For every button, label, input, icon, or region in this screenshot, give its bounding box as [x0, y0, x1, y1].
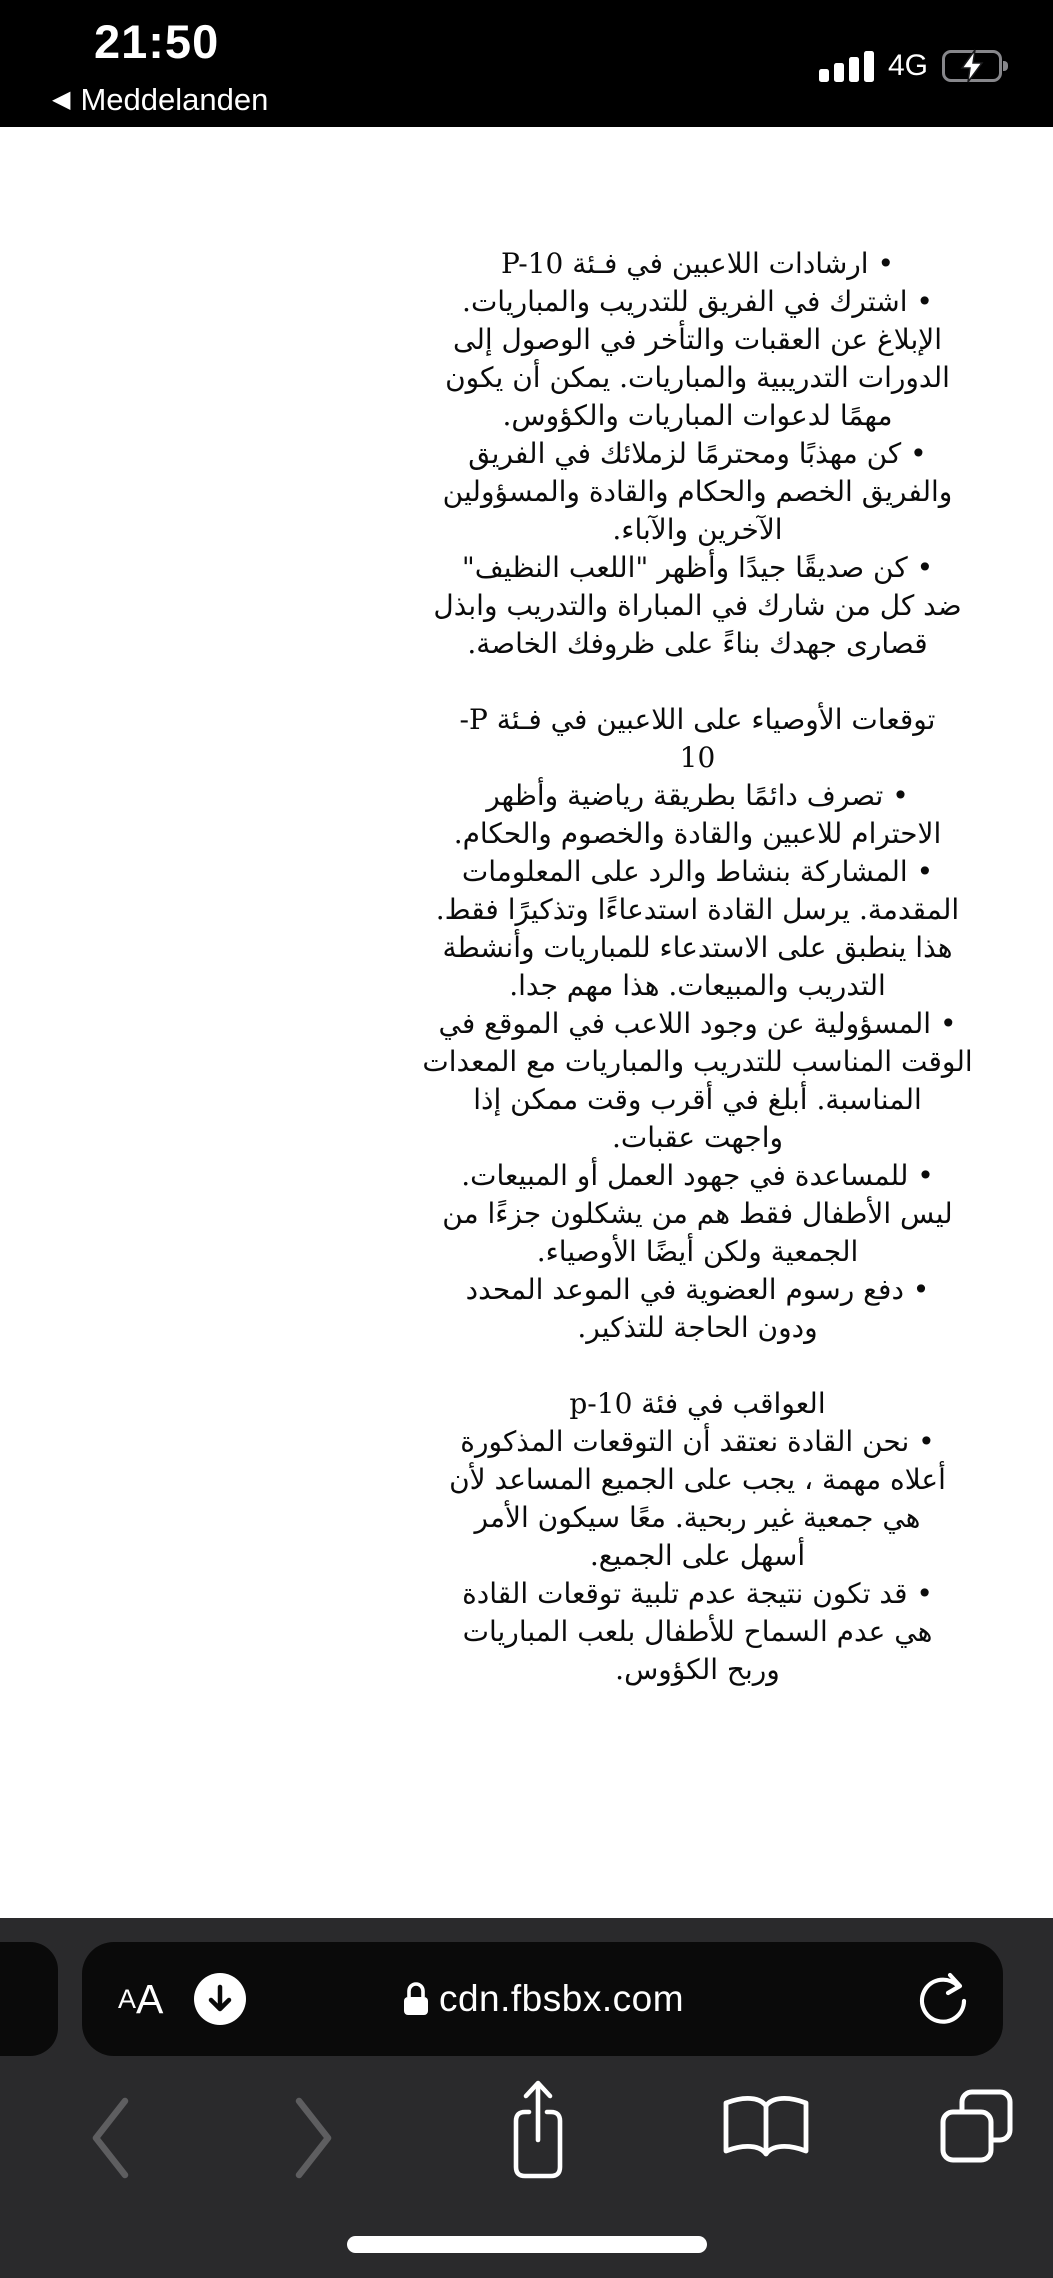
- chevron-back-icon: [88, 2096, 132, 2180]
- address-bar[interactable]: [82, 1942, 1003, 2056]
- safari-toolbar: [0, 1918, 1053, 2278]
- lightning-bolt-icon: [959, 49, 985, 83]
- forward-button[interactable]: [292, 2096, 336, 2185]
- doc-line: والفريق الخصم والحكام والقادة والمسؤولين: [442, 475, 953, 508]
- doc-line: • قد تكون نتيجة عدم تلبية توقعات القادة: [462, 1577, 933, 1610]
- tabs-icon: [935, 2086, 1017, 2168]
- doc-line: الاحترام للاعبين والقادة والخصوم والحكام.: [453, 817, 942, 850]
- doc-line: هي عدم السماح للأطفال بلعب المباريات: [462, 1615, 933, 1648]
- back-button[interactable]: [88, 2096, 132, 2185]
- doc-line: ضد كل من شارك في المباراة والتدريب وابذل: [433, 589, 962, 622]
- url-field[interactable]: [82, 1942, 1003, 2056]
- doc-line: الدورات التدريبية والمباريات. يمكن أن يكون: [445, 361, 950, 394]
- back-to-app-icon: ◀: [52, 86, 71, 113]
- doc-line: قصارى جهدك بناءً على ظروفك الخاصة.: [467, 627, 928, 660]
- lock-icon: [401, 1980, 431, 2018]
- doc-line: العواقب في فئة p-10: [569, 1387, 826, 1420]
- network-type-label: 4G: [887, 49, 928, 82]
- doc-line: المقدمة. يرسل القادة استدعاءًا وتذكيرًا فقط.: [435, 893, 960, 926]
- doc-line: مهمًا لدعوات المباريات والكؤوس.: [502, 399, 893, 432]
- url-text: cdn.fbsbx.com: [438, 1978, 685, 2019]
- doc-line: الوقت المناسب للتدريب والمباريات مع المعدات: [422, 1045, 973, 1078]
- doc-line: واجهت عقبات.: [611, 1121, 784, 1154]
- doc-line: الآخرين والآباء.: [612, 513, 783, 546]
- doc-line: • اشترك في الفريق للتدريب والمباريات.: [462, 285, 933, 318]
- reader-large-a: A: [136, 1975, 164, 2022]
- home-indicator[interactable]: [347, 2236, 707, 2253]
- doc-line: هذا ينطبق على الاستدعاء للمباريات وأنشطة: [442, 931, 953, 964]
- doc-line: التدريب والمبيعات. هذا مهم جدا.: [509, 969, 886, 1002]
- doc-line: • كن مهذبًا ومحترمًا لزملائك في الفريق: [468, 437, 927, 470]
- doc-line: • المشاركة بنشاط والرد على المعلومات: [461, 855, 934, 888]
- doc-section: [388, 1385, 1007, 1689]
- share-icon: [503, 2078, 573, 2184]
- doc-line: توقعات الأوصياء على اللاعبين في فـئة P-: [459, 703, 936, 736]
- adjacent-tab-pill[interactable]: [0, 1942, 58, 2056]
- page-content[interactable]: [0, 127, 1053, 1918]
- doc-line: أسهل على الجميع.: [589, 1539, 806, 1572]
- status-bar: [0, 0, 1053, 127]
- share-button[interactable]: [503, 2078, 573, 2189]
- signal-strength-icon: [819, 50, 874, 82]
- doc-line: • ارشادات اللاعبين في فـئة P-10: [500, 247, 895, 280]
- doc-line: المناسبة. أبلغ في أقرب وقت ممكن إذا: [473, 1083, 922, 1116]
- doc-section: [388, 245, 1007, 663]
- tabs-button[interactable]: [935, 2086, 1017, 2173]
- status-indicators: [819, 48, 1008, 84]
- doc-line: ودون الحاجة للتذكير.: [577, 1311, 818, 1344]
- clock: 21:50: [94, 15, 220, 68]
- doc-line: • المسؤولية عن وجود اللاعب في الموقع في: [438, 1007, 957, 1040]
- doc-line: • كن صديقًا جيدًا وأظهر "اللعب النظيف": [461, 551, 934, 584]
- back-to-app-button[interactable]: [52, 82, 268, 118]
- back-to-app-label: Meddelanden: [80, 82, 269, 117]
- battery-charging-icon: [942, 50, 1008, 82]
- doc-line: هي جمعية غير ربحية. معًا سيكون الأمر: [474, 1501, 921, 1534]
- doc-line: أعلاه مهمة ، يجب على الجميع المساعد لأن: [449, 1463, 946, 1496]
- doc-line: 10: [679, 741, 716, 774]
- doc-line: • نحن القادة نعتقد أن التوقعات المذكورة: [460, 1425, 935, 1458]
- document-text: [388, 245, 1007, 1689]
- doc-line: الإبلاغ عن العقبات والتأخر في الوصول إلى: [452, 323, 942, 356]
- doc-line: • تصرف دائمًا بطريقة رياضية وأظهر: [486, 779, 909, 812]
- reader-small-a: A: [118, 1983, 137, 2014]
- bookmarks-button[interactable]: [718, 2093, 814, 2170]
- chevron-forward-icon: [292, 2096, 336, 2180]
- doc-section: [388, 701, 1007, 1347]
- doc-line: • دفع رسوم العضوية في الموعد المحدد: [465, 1273, 930, 1306]
- doc-line: الجمعية ولكن أيضًا الأوصياء.: [536, 1235, 859, 1268]
- doc-line: وربح الكؤوس.: [615, 1653, 780, 1686]
- reload-icon: [914, 1971, 968, 2027]
- doc-line: ليس الأطفال فقط هم من يشكلون جزءًا من: [442, 1197, 953, 1230]
- reload-button[interactable]: [911, 1969, 971, 2029]
- doc-line: • للمساعدة في جهود العمل أو المبيعات.: [461, 1159, 934, 1192]
- open-book-icon: [718, 2093, 814, 2165]
